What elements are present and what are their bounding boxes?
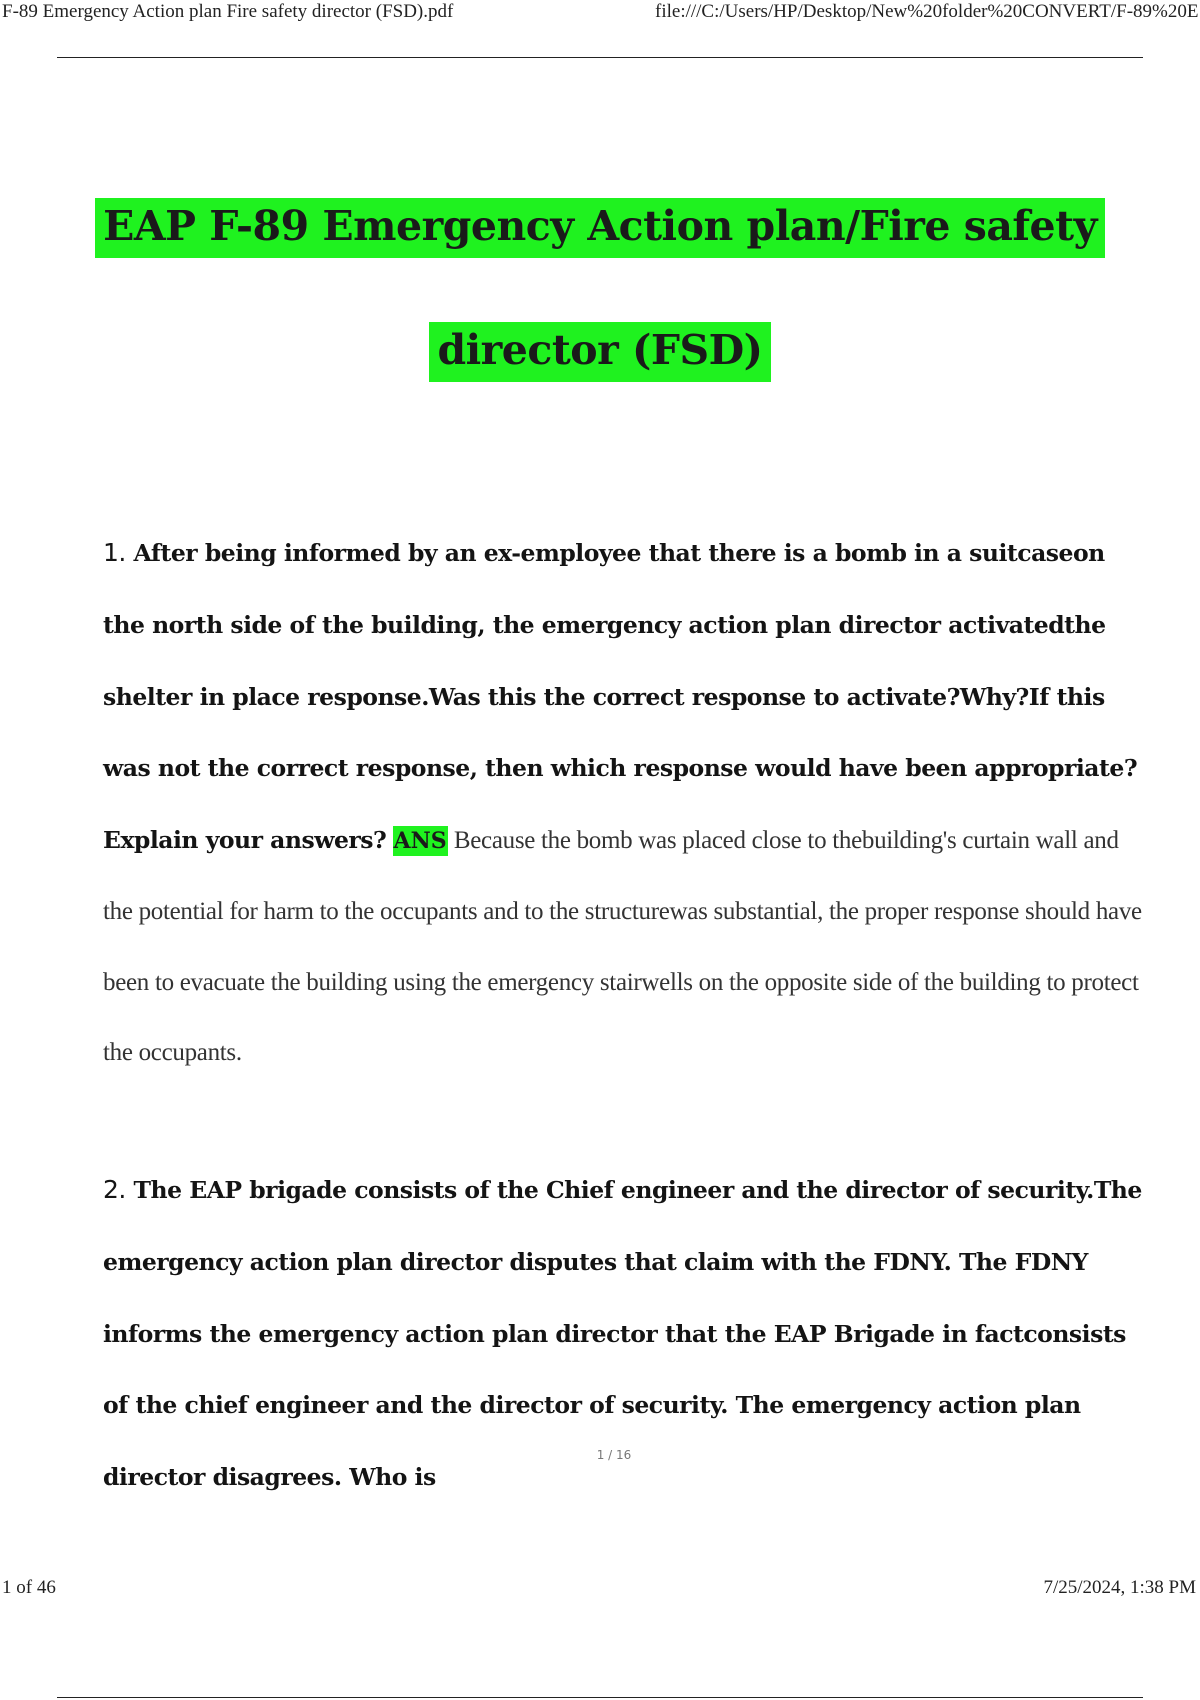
answer-text: Because the bomb was placed close to thebuilding's curtain wall and the potential for harm to the occupants and to the structurewas substantial, the proper response should have been to evacuate the building using the emergency stairwells on the opposite side of the building to protect the occupants. <box>103 827 1142 1067</box>
title-highlight-1: EAP F-89 Emergency Action plan/Fire safety <box>95 198 1105 258</box>
print-page-count: 1 of 46 <box>2 1577 56 1598</box>
title-highlight-2: director (FSD) <box>429 322 770 382</box>
document-url: file:///C:/Users/HP/Desktop/New%20folder%20CONVERT/F-89%20E <box>655 1 1199 22</box>
header-divider <box>57 57 1143 58</box>
question-block-1 <box>103 518 1143 1089</box>
page-indicator: 1 / 16 <box>596 1448 632 1462</box>
question-number: 2. <box>103 1175 126 1204</box>
question-2 <box>103 1176 1142 1491</box>
footer-divider <box>57 1697 1143 1698</box>
print-datetime: 7/25/2024, 1:38 PM <box>1043 1577 1196 1598</box>
document-title-line-1 <box>0 202 1200 250</box>
question-text: The EAP brigade consists of the Chief engineer and the director of security.The emergency action plan director disputes that claim with the FDNY. The FDNY informs the emergency action plan director that the EAP Brigade in factconsists of the chief engineer and the director of security. The emergency action plan director disagrees. Who is <box>103 1176 1142 1491</box>
answer-label: ANS <box>393 828 447 854</box>
question-text: After being informed by an ex-employee that there is a bomb in a suitcaseon the north side of the building, the emergency action plan director activatedthe shelter in place response.Was this the correct response to activate?Why?If this was not the correct response, then which response would have been appropriate? Explain your answers? <box>103 539 1138 854</box>
question-1 <box>103 539 1137 854</box>
print-header <box>0 0 1200 26</box>
document-filename: F-89 Emergency Action plan Fire safety director (FSD).pdf <box>2 1 454 22</box>
document-title-line-2 <box>0 326 1200 374</box>
question-number: 1. <box>103 538 126 567</box>
